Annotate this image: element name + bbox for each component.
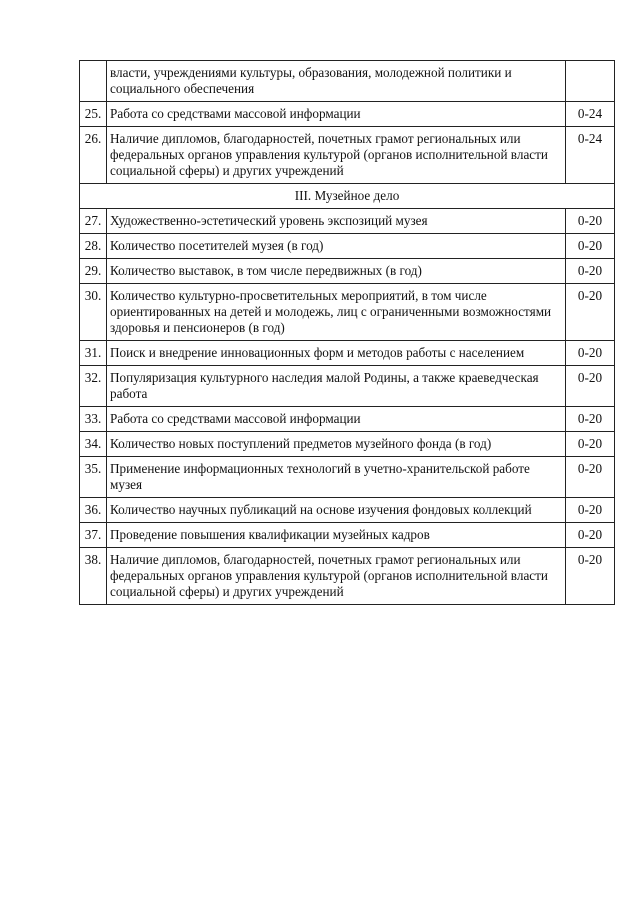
table-row bbox=[80, 523, 615, 548]
score-range: 0-20 bbox=[566, 366, 615, 407]
criterion-text: Проведение повышения квалификации музейных кадров bbox=[107, 523, 566, 548]
row-number: 26. bbox=[80, 127, 107, 184]
score-range: 0-20 bbox=[566, 407, 615, 432]
table-row bbox=[80, 259, 615, 284]
table-row bbox=[80, 548, 615, 605]
row-number: 33. bbox=[80, 407, 107, 432]
row-number: 35. bbox=[80, 457, 107, 498]
table-row bbox=[80, 341, 615, 366]
score-range: 0-20 bbox=[566, 284, 615, 341]
row-number: 36. bbox=[80, 498, 107, 523]
row-number: 25. bbox=[80, 102, 107, 127]
row-number: 32. bbox=[80, 366, 107, 407]
score-range: 0-20 bbox=[566, 259, 615, 284]
row-number: 27. bbox=[80, 209, 107, 234]
table-row bbox=[80, 209, 615, 234]
row-number bbox=[80, 61, 107, 102]
criterion-text: Наличие дипломов, благодарностей, почетных грамот региональных или федеральных органов управления культурой (органов исполнительной власти социальной сферы) и других учреждений bbox=[107, 127, 566, 184]
table-row bbox=[80, 432, 615, 457]
row-number: 38. bbox=[80, 548, 107, 605]
criterion-text: Поиск и внедрение инновационных форм и методов работы с населением bbox=[107, 341, 566, 366]
criterion-text: Наличие дипломов, благодарностей, почетных грамот региональных или федеральных органов управления культурой (органов исполнительной власти социальной сферы) и других учреждений bbox=[107, 548, 566, 605]
criterion-text: Популяризация культурного наследия малой Родины, а также краеведческая работа bbox=[107, 366, 566, 407]
criterion-text: Применение информационных технологий в учетно-хранительской работе музея bbox=[107, 457, 566, 498]
score-range bbox=[566, 61, 615, 102]
score-range: 0-20 bbox=[566, 341, 615, 366]
score-range: 0-20 bbox=[566, 548, 615, 605]
criterion-text: Количество посетителей музея (в год) bbox=[107, 234, 566, 259]
score-range: 0-24 bbox=[566, 127, 615, 184]
row-number: 29. bbox=[80, 259, 107, 284]
score-range: 0-20 bbox=[566, 234, 615, 259]
criterion-text: Работа со средствами массовой информации bbox=[107, 102, 566, 127]
row-number: 30. bbox=[80, 284, 107, 341]
score-range: 0-20 bbox=[566, 432, 615, 457]
criterion-text: Количество новых поступлений предметов музейного фонда (в год) bbox=[107, 432, 566, 457]
score-range: 0-20 bbox=[566, 523, 615, 548]
table-row bbox=[80, 498, 615, 523]
table-row bbox=[80, 366, 615, 407]
score-range: 0-20 bbox=[566, 498, 615, 523]
row-number: 31. bbox=[80, 341, 107, 366]
criteria-table bbox=[79, 60, 615, 605]
table-row bbox=[80, 102, 615, 127]
table-row bbox=[80, 407, 615, 432]
section-header-row bbox=[80, 184, 615, 209]
criterion-text: власти, учреждениями культуры, образования, молодежной политики и социального обеспечения bbox=[107, 61, 566, 102]
criterion-text: Количество культурно-просветительных мероприятий, в том числе ориентированных на детей и молодежь, лиц с ограниченными возможностями здоровья и пенсионеров (в год) bbox=[107, 284, 566, 341]
table-row bbox=[80, 127, 615, 184]
score-range: 0-20 bbox=[566, 457, 615, 498]
table-row bbox=[80, 234, 615, 259]
score-range: 0-20 bbox=[566, 209, 615, 234]
row-number: 28. bbox=[80, 234, 107, 259]
row-number: 34. bbox=[80, 432, 107, 457]
score-range: 0-24 bbox=[566, 102, 615, 127]
table-row bbox=[80, 457, 615, 498]
row-number: 37. bbox=[80, 523, 107, 548]
section-title: III. Музейное дело bbox=[80, 184, 615, 209]
criteria-table-body bbox=[80, 61, 615, 605]
table-row bbox=[80, 61, 615, 102]
criterion-text: Количество выставок, в том числе передвижных (в год) bbox=[107, 259, 566, 284]
criterion-text: Количество научных публикаций на основе изучения фондовых коллекций bbox=[107, 498, 566, 523]
criterion-text: Художественно-эстетический уровень экспозиций музея bbox=[107, 209, 566, 234]
table-row bbox=[80, 284, 615, 341]
criterion-text: Работа со средствами массовой информации bbox=[107, 407, 566, 432]
